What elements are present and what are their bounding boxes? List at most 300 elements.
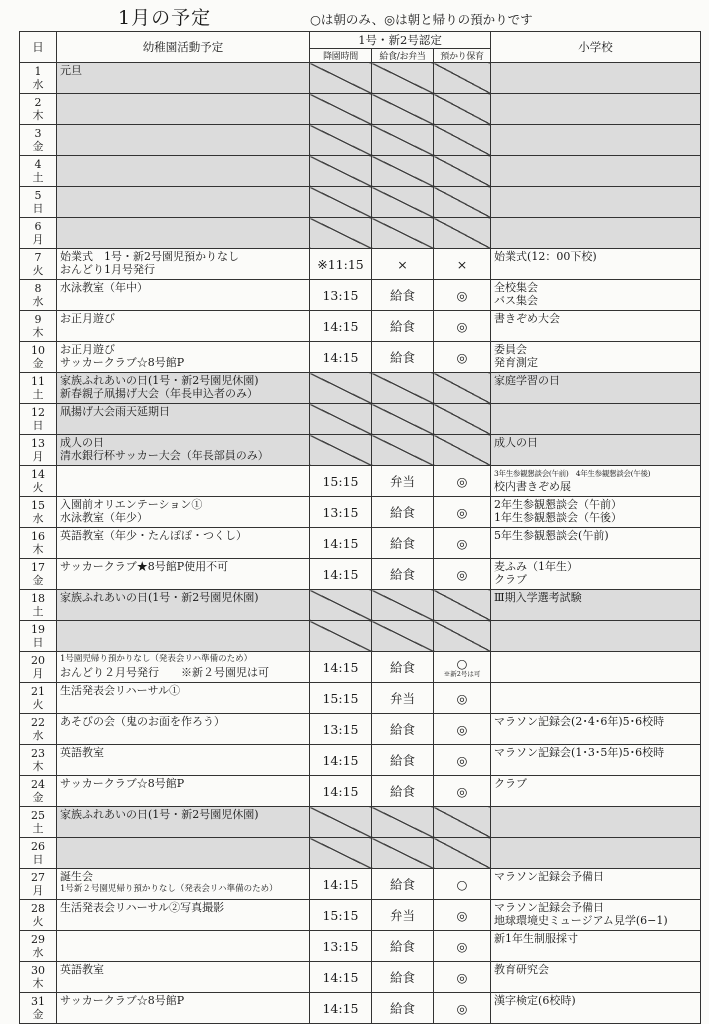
day-cell xyxy=(20,497,57,528)
day-number: 30 xyxy=(31,964,45,977)
school-line: バス集会 xyxy=(494,294,539,307)
elementary-cell xyxy=(491,497,701,528)
meal-value: 弁当 xyxy=(389,691,415,706)
activity-cell xyxy=(57,776,310,807)
schedule-row xyxy=(20,187,701,218)
meal-value: 給食 xyxy=(389,939,415,954)
day-number: 7 xyxy=(34,251,42,264)
weekday: 日 xyxy=(32,202,44,215)
pickup-time-value: 14:15 xyxy=(322,349,359,365)
activity-cell xyxy=(57,373,310,404)
elementary-cell xyxy=(491,683,701,714)
day-number: 15 xyxy=(31,499,45,512)
day-cell xyxy=(20,838,57,869)
care-value: ○ xyxy=(456,656,468,671)
day-cell xyxy=(20,187,57,218)
pickup-time-cell xyxy=(310,807,372,838)
pickup-time-cell xyxy=(310,94,372,125)
pickup-time-cell xyxy=(310,218,372,249)
care-cell xyxy=(434,559,491,590)
weekday: 土 xyxy=(32,605,44,618)
schedule-row xyxy=(20,125,701,156)
elementary-cell xyxy=(491,931,701,962)
schedule-row xyxy=(20,714,701,745)
school-line: 成人の日 xyxy=(494,436,539,449)
meal-cell xyxy=(372,435,434,466)
activity-cell xyxy=(57,218,310,249)
activity-line: 水泳教室（年中） xyxy=(60,281,148,294)
care-cell xyxy=(434,528,491,559)
day-cell xyxy=(20,869,57,900)
day-cell xyxy=(20,745,57,776)
school-line: 教育研究会 xyxy=(494,963,550,976)
activity-cell xyxy=(57,931,310,962)
activity-cell xyxy=(57,280,310,311)
header-meal: 給食/お弁当 xyxy=(372,49,434,63)
activity-cell xyxy=(57,311,310,342)
weekday: 木 xyxy=(32,543,44,556)
schedule-row xyxy=(20,497,701,528)
schedule-row xyxy=(20,652,701,683)
care-cell xyxy=(434,373,491,404)
meal-value: 給食 xyxy=(389,877,415,892)
day-number: 14 xyxy=(31,468,45,481)
pickup-time-cell xyxy=(310,900,372,931)
meal-cell xyxy=(372,900,434,931)
schedule-row xyxy=(20,962,701,993)
day-number: 2 xyxy=(34,96,42,109)
elementary-cell xyxy=(491,280,701,311)
meal-cell xyxy=(372,683,434,714)
day-number: 25 xyxy=(31,809,45,822)
activity-cell xyxy=(57,435,310,466)
school-line: 発育測定 xyxy=(494,356,539,369)
care-cell xyxy=(434,683,491,714)
elementary-cell xyxy=(491,342,701,373)
activity-line: 新春親子凧揚げ大会（年長申込者のみ） xyxy=(60,387,258,400)
day-number: 28 xyxy=(31,902,45,915)
care-value: ◎ xyxy=(456,535,468,551)
day-cell xyxy=(20,652,57,683)
elementary-cell xyxy=(491,373,701,404)
pickup-time-value: 15:15 xyxy=(322,907,359,923)
schedule-row xyxy=(20,280,701,311)
care-cell xyxy=(434,590,491,621)
elementary-cell xyxy=(491,838,701,869)
activity-line: 家族ふれあいの日(1号・新2号園児休園) xyxy=(60,374,259,387)
activity-line: 始業式 1号・新2号園児預かりなし xyxy=(60,250,239,263)
care-cell xyxy=(434,900,491,931)
pickup-time-cell xyxy=(310,249,372,280)
header-row xyxy=(20,32,701,49)
meal-value: 給食 xyxy=(389,536,415,551)
school-line: マラソン記録会(1･3･5年)5･6校時 xyxy=(494,746,665,759)
activity-line: おんどり1月号発行 xyxy=(60,263,155,276)
header-certified: 1号・新2号認定 xyxy=(310,32,491,49)
activity-line: 誕生会 xyxy=(60,870,93,883)
meal-cell xyxy=(372,63,434,94)
care-cell xyxy=(434,404,491,435)
care-cell xyxy=(434,94,491,125)
pickup-time-cell xyxy=(310,745,372,776)
day-cell xyxy=(20,156,57,187)
school-line: 委員会 xyxy=(494,343,528,356)
school-line: 校内書きぞめ展 xyxy=(494,480,572,493)
meal-cell xyxy=(372,125,434,156)
schedule-row xyxy=(20,807,701,838)
meal-cell xyxy=(372,621,434,652)
day-number: 26 xyxy=(31,840,45,853)
schedule-row xyxy=(20,311,701,342)
day-number: 16 xyxy=(31,530,45,543)
activity-line: おんどり２月号発行 ※新２号園児は可 xyxy=(60,666,269,679)
care-value: ◎ xyxy=(456,721,468,737)
pickup-time-value: 13:15 xyxy=(322,938,359,954)
weekday: 月 xyxy=(32,667,44,680)
activity-line: 元旦 xyxy=(60,64,82,77)
care-value: ◎ xyxy=(456,969,468,985)
schedule-row xyxy=(20,404,701,435)
activity-line: サッカークラブ☆8号館P xyxy=(60,994,185,1007)
pickup-time-cell xyxy=(310,621,372,652)
weekday: 金 xyxy=(32,1008,44,1021)
school-line: マラソン記録会(2･4･6年)5･6校時 xyxy=(494,715,665,728)
weekday: 火 xyxy=(32,915,44,928)
pickup-time-value: 15:15 xyxy=(322,473,359,489)
care-cell xyxy=(434,714,491,745)
schedule-row xyxy=(20,590,701,621)
care-cell xyxy=(434,125,491,156)
school-line: 全校集会 xyxy=(494,281,539,294)
school-line: 3年生参観懇談会(午前) 4年生参観懇談会(午後) xyxy=(494,469,651,478)
day-cell xyxy=(20,435,57,466)
weekday: 木 xyxy=(32,977,44,990)
day-cell xyxy=(20,776,57,807)
day-number: 20 xyxy=(31,654,45,667)
elementary-cell xyxy=(491,63,701,94)
care-note: ※新2号は可 xyxy=(443,670,481,678)
meal-cell xyxy=(372,745,434,776)
pickup-time-cell xyxy=(310,993,372,1024)
meal-cell xyxy=(372,931,434,962)
meal-cell xyxy=(372,652,434,683)
meal-cell xyxy=(372,280,434,311)
schedule-row xyxy=(20,776,701,807)
activity-line: サッカークラブ☆8号館P xyxy=(60,356,185,369)
meal-cell xyxy=(372,962,434,993)
day-number: 4 xyxy=(34,158,42,171)
weekday: 火 xyxy=(32,481,44,494)
elementary-cell xyxy=(491,125,701,156)
care-cell xyxy=(434,621,491,652)
meal-value: 給食 xyxy=(389,753,415,768)
activity-cell xyxy=(57,869,310,900)
pickup-time-value: 14:15 xyxy=(322,566,359,582)
day-number: 11 xyxy=(31,375,45,388)
day-number: 22 xyxy=(31,716,45,729)
activity-cell xyxy=(57,404,310,435)
pickup-time-cell xyxy=(310,125,372,156)
pickup-time-cell xyxy=(310,528,372,559)
meal-cell xyxy=(372,156,434,187)
meal-cell xyxy=(372,466,434,497)
meal-cell xyxy=(372,404,434,435)
day-number: 9 xyxy=(34,313,42,326)
day-cell xyxy=(20,373,57,404)
meal-cell xyxy=(372,590,434,621)
pickup-time-cell xyxy=(310,466,372,497)
care-value: × xyxy=(456,256,468,272)
pickup-time-cell xyxy=(310,776,372,807)
day-number: 12 xyxy=(31,406,45,419)
legend-note: ○は朝のみ、◎は朝と帰りの預かりです xyxy=(310,12,533,27)
weekday: 水 xyxy=(32,729,44,742)
day-number: 17 xyxy=(31,561,45,574)
pickup-time-value: 14:15 xyxy=(322,876,359,892)
care-value: ◎ xyxy=(456,349,468,365)
day-number: 13 xyxy=(31,437,45,450)
meal-value: 給食 xyxy=(389,660,415,675)
weekday: 金 xyxy=(32,574,44,587)
schedule-row xyxy=(20,900,701,931)
schedule-row xyxy=(20,218,701,249)
schedule-row xyxy=(20,94,701,125)
day-number: 21 xyxy=(31,685,45,698)
elementary-cell xyxy=(491,714,701,745)
weekday: 木 xyxy=(32,760,44,773)
day-number: 5 xyxy=(34,189,42,202)
meal-cell xyxy=(372,373,434,404)
pickup-time-value: 14:15 xyxy=(322,535,359,551)
weekday: 火 xyxy=(32,698,44,711)
header-kindergarten: 幼稚園活動予定 xyxy=(57,32,310,63)
activity-cell xyxy=(57,249,310,280)
meal-cell xyxy=(372,497,434,528)
schedule-row xyxy=(20,745,701,776)
elementary-cell xyxy=(491,218,701,249)
care-cell xyxy=(434,869,491,900)
schedule-row xyxy=(20,373,701,404)
header-pickup-time: 降園時間 xyxy=(310,49,372,63)
activity-cell xyxy=(57,466,310,497)
care-cell xyxy=(434,218,491,249)
meal-value: 給食 xyxy=(389,288,415,303)
activity-line: 1号新２号園児帰り預かりなし（発表会リハ準備のため） xyxy=(60,884,278,894)
meal-value: 給食 xyxy=(389,1001,415,1016)
activity-line: 家族ふれあいの日(1号・新2号園児休園) xyxy=(60,591,259,604)
elementary-cell xyxy=(491,187,701,218)
day-number: 1 xyxy=(34,65,42,78)
meal-value: × xyxy=(397,256,408,272)
weekday: 金 xyxy=(32,140,44,153)
weekday: 月 xyxy=(32,233,44,246)
elementary-cell xyxy=(491,528,701,559)
pickup-time-cell xyxy=(310,652,372,683)
schedule-row xyxy=(20,249,701,280)
meal-cell xyxy=(372,311,434,342)
activity-cell xyxy=(57,559,310,590)
school-line: クラブ xyxy=(494,777,528,790)
elementary-cell xyxy=(491,249,701,280)
meal-cell xyxy=(372,342,434,373)
elementary-cell xyxy=(491,776,701,807)
pickup-time-value: 14:15 xyxy=(322,752,359,768)
weekday: 水 xyxy=(32,295,44,308)
day-cell xyxy=(20,404,57,435)
activity-line: サッカークラブ☆8号館P xyxy=(60,777,185,790)
meal-cell xyxy=(372,249,434,280)
activity-line: 英語教室（年少・たんぽぽ・つくし） xyxy=(60,529,247,542)
meal-value: 給食 xyxy=(389,722,415,737)
weekday: 日 xyxy=(32,853,44,866)
meal-value: 給食 xyxy=(389,784,415,799)
care-cell xyxy=(434,187,491,218)
school-line: 麦ふみ（1年生） xyxy=(494,560,579,573)
school-line: 書きぞめ大会 xyxy=(494,312,561,325)
page-title: 1月の予定 xyxy=(118,7,212,29)
activity-line: お正月遊び xyxy=(60,312,115,325)
pickup-time-cell xyxy=(310,683,372,714)
activity-cell xyxy=(57,94,310,125)
day-cell xyxy=(20,342,57,373)
pickup-time-cell xyxy=(310,559,372,590)
pickup-time-value: 15:15 xyxy=(322,690,359,706)
pickup-time-cell xyxy=(310,838,372,869)
weekday: 水 xyxy=(32,78,44,91)
activity-cell xyxy=(57,714,310,745)
activity-line: お正月遊び xyxy=(60,343,115,356)
pickup-time-cell xyxy=(310,404,372,435)
day-cell xyxy=(20,466,57,497)
care-value: ◎ xyxy=(456,938,468,954)
care-value: ◎ xyxy=(456,1000,468,1016)
schedule-table xyxy=(19,31,701,1024)
day-number: 6 xyxy=(34,220,42,233)
pickup-time-cell xyxy=(310,373,372,404)
day-number: 19 xyxy=(31,623,45,636)
meal-cell xyxy=(372,838,434,869)
day-cell xyxy=(20,559,57,590)
care-value: ◎ xyxy=(456,907,468,923)
pickup-time-value: 13:15 xyxy=(322,504,359,520)
day-number: 18 xyxy=(31,592,45,605)
activity-line: 英語教室 xyxy=(60,963,104,976)
day-cell xyxy=(20,683,57,714)
activity-line: 生活発表会リハーサル②写真撮影 xyxy=(60,901,225,914)
elementary-cell xyxy=(491,993,701,1024)
pickup-time-cell xyxy=(310,435,372,466)
activity-line: 清水銀行杯サッカー大会（年長部員のみ） xyxy=(60,449,269,462)
meal-cell xyxy=(372,993,434,1024)
activity-cell xyxy=(57,683,310,714)
activity-cell xyxy=(57,187,310,218)
schedule-row xyxy=(20,838,701,869)
meal-cell xyxy=(372,807,434,838)
schedule-row xyxy=(20,931,701,962)
care-value: ◎ xyxy=(456,752,468,768)
care-cell xyxy=(434,249,491,280)
activity-cell xyxy=(57,528,310,559)
school-line: Ⅲ期入学選考試験 xyxy=(494,591,582,604)
care-value: ◎ xyxy=(456,690,468,706)
day-cell xyxy=(20,280,57,311)
pickup-time-cell xyxy=(310,590,372,621)
activity-cell xyxy=(57,900,310,931)
weekday: 木 xyxy=(32,109,44,122)
weekday: 日 xyxy=(32,636,44,649)
care-cell xyxy=(434,497,491,528)
care-value: ◎ xyxy=(456,318,468,334)
day-number: 31 xyxy=(31,995,45,1008)
schedule-row xyxy=(20,528,701,559)
activity-line: 水泳教室（年少） xyxy=(60,511,148,524)
day-cell xyxy=(20,900,57,931)
day-number: 8 xyxy=(34,282,42,295)
weekday: 日 xyxy=(32,419,44,432)
meal-cell xyxy=(372,714,434,745)
elementary-cell xyxy=(491,621,701,652)
elementary-cell xyxy=(491,900,701,931)
weekday: 金 xyxy=(32,791,44,804)
day-cell xyxy=(20,311,57,342)
day-cell xyxy=(20,590,57,621)
activity-cell xyxy=(57,962,310,993)
elementary-cell xyxy=(491,156,701,187)
day-cell xyxy=(20,931,57,962)
day-cell xyxy=(20,94,57,125)
elementary-cell xyxy=(491,404,701,435)
meal-cell xyxy=(372,528,434,559)
meal-cell xyxy=(372,187,434,218)
day-cell xyxy=(20,962,57,993)
header-day: 日 xyxy=(20,32,57,63)
elementary-cell xyxy=(491,311,701,342)
pickup-time-value: ※11:15 xyxy=(317,256,364,272)
activity-cell xyxy=(57,125,310,156)
elementary-cell xyxy=(491,590,701,621)
weekday: 火 xyxy=(32,264,44,277)
activity-line: 英語教室 xyxy=(60,746,104,759)
day-number: 29 xyxy=(31,933,45,946)
care-cell xyxy=(434,311,491,342)
schedule-row xyxy=(20,435,701,466)
schedule-row xyxy=(20,621,701,652)
school-line: 地球環境史ミュージアム見学(6−1) xyxy=(494,914,668,927)
schedule-row xyxy=(20,993,701,1024)
pickup-time-value: 14:15 xyxy=(322,318,359,334)
meal-cell xyxy=(372,94,434,125)
care-cell xyxy=(434,962,491,993)
pickup-time-cell xyxy=(310,156,372,187)
activity-cell xyxy=(57,497,310,528)
activity-line: サッカークラブ★8号館P使用不可 xyxy=(60,560,229,573)
pickup-time-cell xyxy=(310,187,372,218)
care-cell xyxy=(434,435,491,466)
day-cell xyxy=(20,218,57,249)
care-cell xyxy=(434,466,491,497)
meal-value: 弁当 xyxy=(389,474,415,489)
activity-line: 1号園児帰り預かりなし（発表会リハ準備のため） xyxy=(60,654,253,664)
pickup-time-value: 13:15 xyxy=(322,721,359,737)
activity-line: 凧揚げ大会雨天延期日 xyxy=(60,405,170,418)
meal-cell xyxy=(372,869,434,900)
activity-cell xyxy=(57,621,310,652)
pickup-time-cell xyxy=(310,311,372,342)
activity-line: 家族ふれあいの日(1号・新2号園児休園) xyxy=(60,808,259,821)
schedule-row xyxy=(20,559,701,590)
schedule-row xyxy=(20,466,701,497)
elementary-cell xyxy=(491,745,701,776)
